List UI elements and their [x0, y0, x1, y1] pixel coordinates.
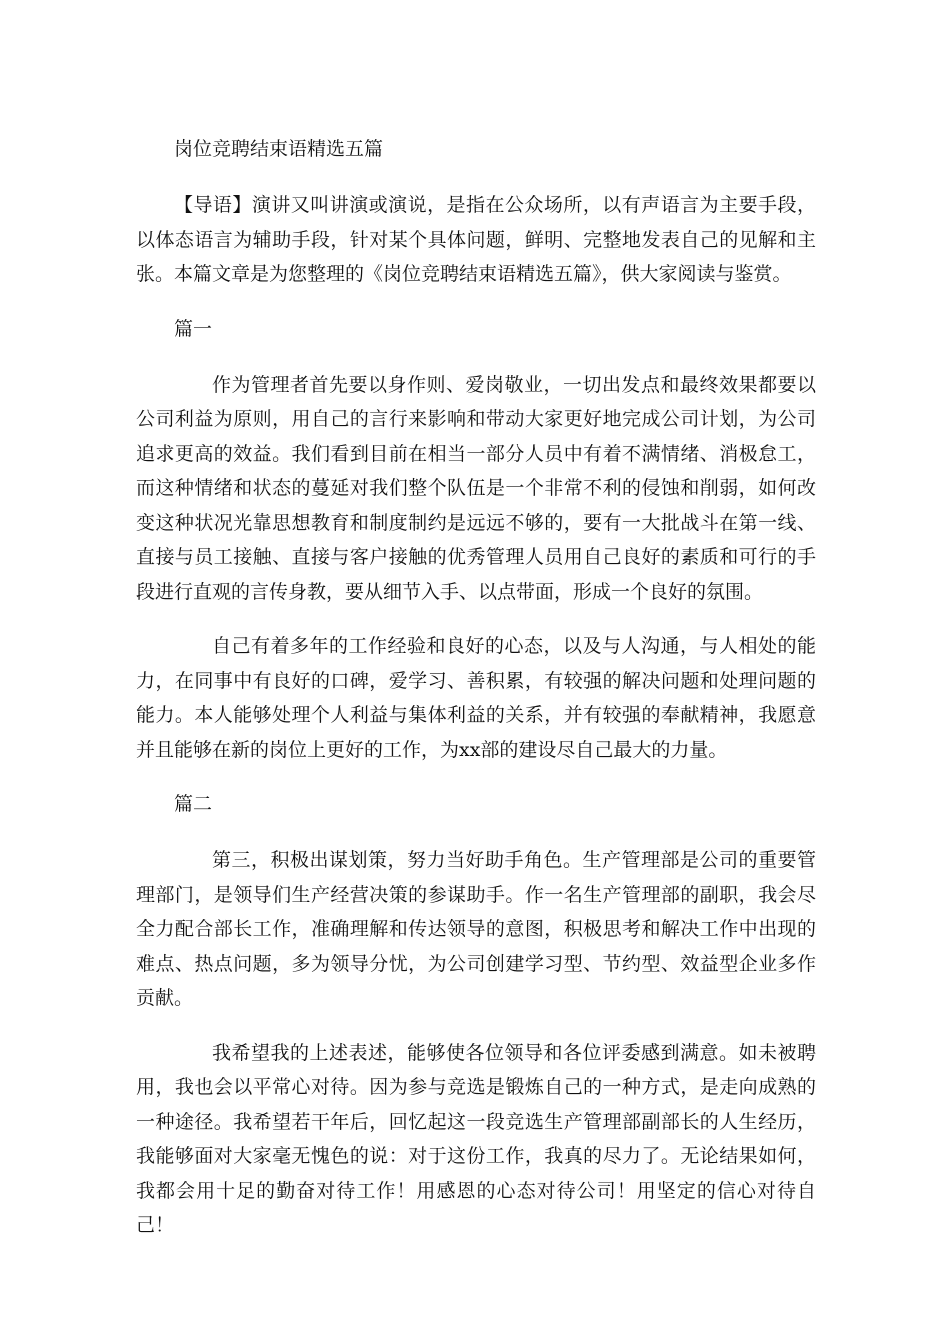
- document-body: [136, 132, 816, 1263]
- section-1-paragraph-1: 作为管理者首先要以身作则、爱岗敬业，一切出发点和最终效果都要以公司利益为原则，用自己的言行来影响和带动大家更好地完成公司计划，为公司追求更高的效益。我们看到目前在相当一部分人员中有着不满情绪、消极怠工，而这种情绪和状态的蔓延对我们整个队伍是一个非常不利的侵蚀和削弱，如何改变这种状况光靠思想教育和制度制约是远远不够的，要有一大批战斗在第一线、直接与员工接触、直接与客户接触的优秀管理人员用自己良好的素质和可行的手段进行直观的言传身教，要从细节入手、以点带面，形成一个良好的氛围。: [136, 373, 816, 603]
- intro-paragraph: 【导语】演讲又叫讲演或演说，是指在公众场所，以有声语言为主要手段，以体态语言为辅助手段，针对某个具体问题，鲜明、完整地发表自己的见解和主张。本篇文章是为您整理的《岗位竞聘结束语精选五篇》，供大家阅读与鉴赏。: [136, 194, 816, 285]
- section-heading-2: 篇二: [174, 793, 213, 815]
- section-2-paragraph-2: 我希望我的上述表述，能够使各位领导和各位评委感到满意。如未被聘用，我也会以平常心对待。因为参与竞选是锻炼自己的一种方式，是走向成熟的一种途径。我希望若干年后，回忆起这一段竞选生产管理部副部长的人生经历，我能够面对大家毫无愧色的说：对于这份工作，我真的尽力了。无论结果如何，我都会用十足的勤奋对待工作！用感恩的心态对待公司！用坚定的信心对待自己！: [136, 1041, 816, 1236]
- section-2-paragraph-1: 第三，积极出谋划策，努力当好助手角色。生产管理部是公司的重要管理部门，是领导们生产经营决策的参谋助手。作一名生产管理部的副职，我会尽全力配合部长工作，准确理解和传达领导的意图，积极思考和解决工作中出现的难点、热点问题，多为领导分忧，为公司创建学习型、节约型、效益型企业多作贡献。: [136, 849, 816, 1009]
- section-heading-1: 篇一: [174, 317, 213, 340]
- document-title: 岗位竞聘结束语精选五篇: [174, 138, 384, 160]
- section-1-paragraph-2: 自己有着多年的工作经验和良好的心态，以及与人沟通，与人相处的能力，在同事中有良好的口碑，爱学习、善积累，有较强的解决问题和处理问题的能力。本人能够处理个人利益与集体利益的关系，并有较强的奉献精神，我愿意并且能够在新的岗位上更好的工作，为xx部的建设尽自己最大的力量。: [136, 635, 816, 761]
